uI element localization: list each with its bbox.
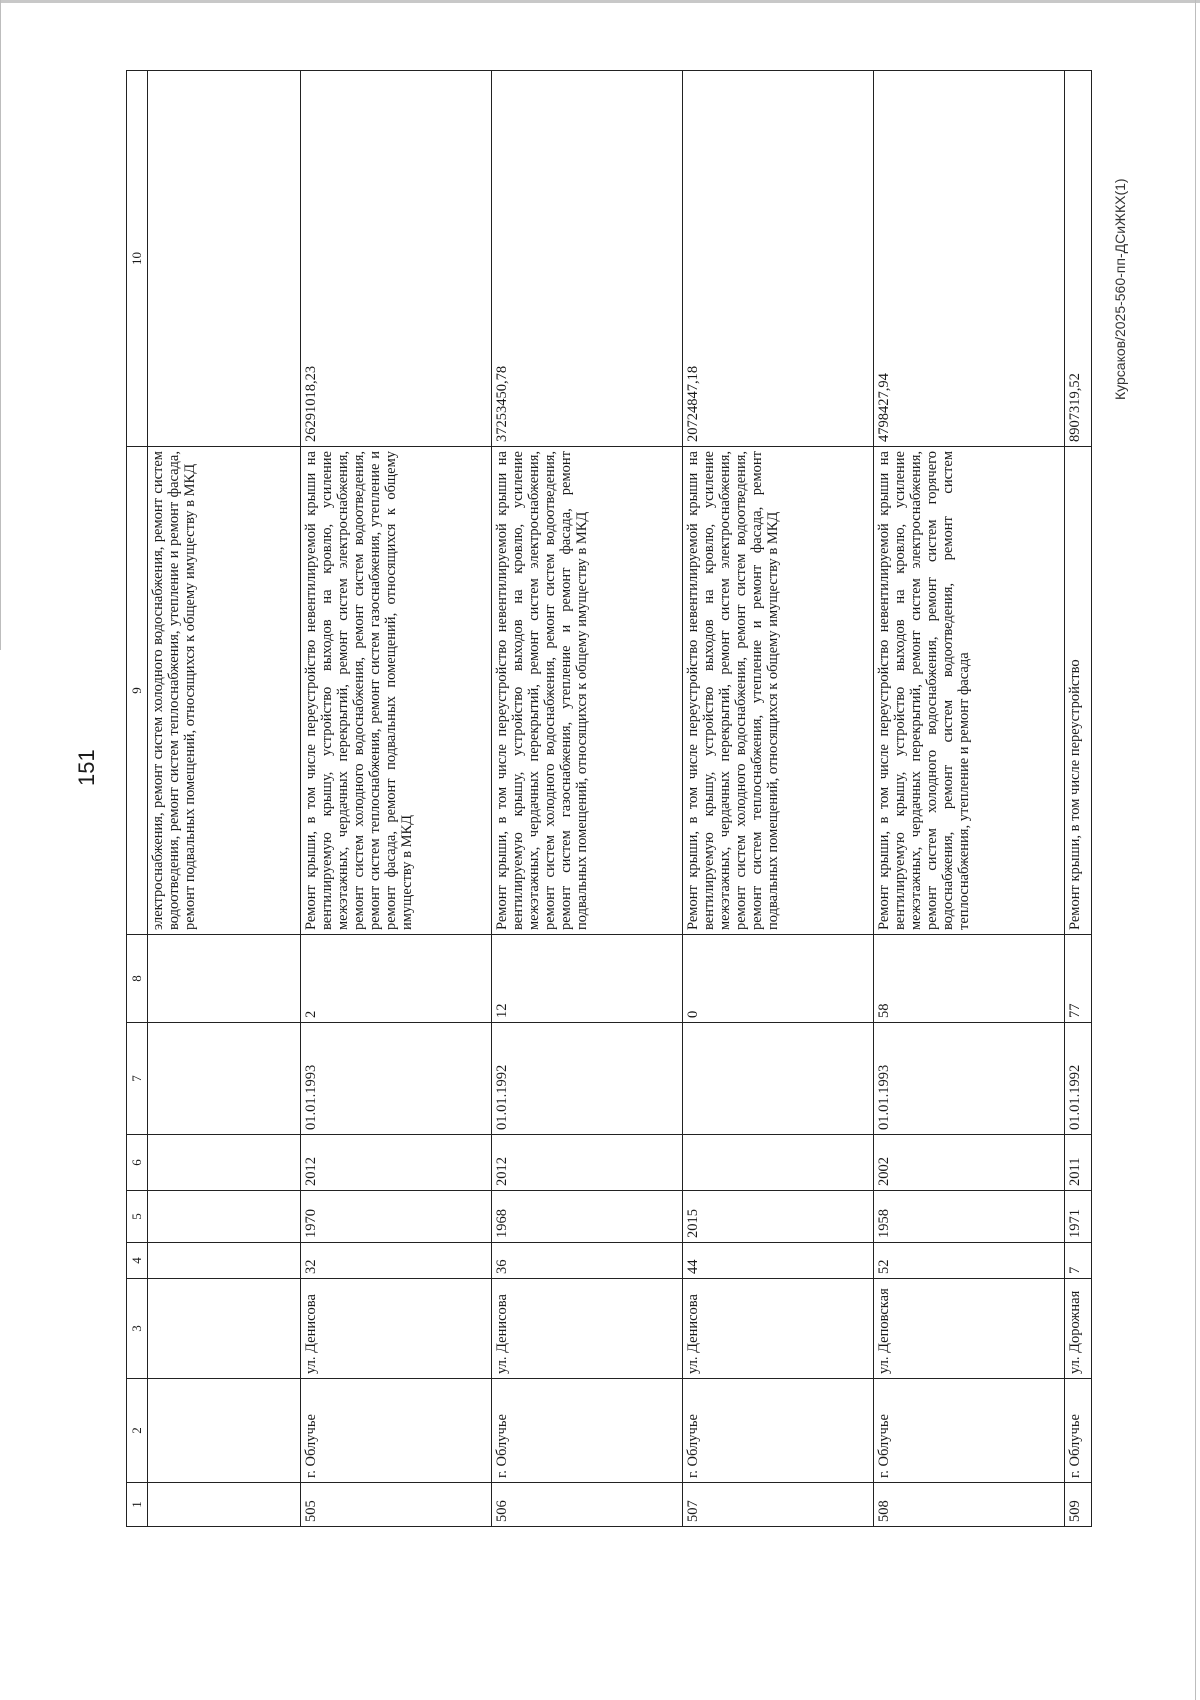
table-row	[683, 71, 874, 1527]
row-number: 505	[301, 1483, 492, 1527]
column-number: 9	[127, 447, 148, 935]
date-cell: 01.01.1993	[874, 1023, 1065, 1135]
works-cell: Ремонт крыши, в том числе переустройство невентилируемой крыши на вентилируемую крышу, устройство выходов на кровлю, усиление межэтажных, чердачных перекрытий, ремонт систем электроснабжения, ремонт систем холодного водоснабжения, ремонт систем горячего водоснабжения, ремонт систем водоотведения, ремонт систем теплоснабжения, утепление и ремонт фасада	[874, 447, 1065, 935]
cost-cell: 8907319,52	[1065, 71, 1092, 447]
column-number: 10	[127, 71, 148, 447]
count-cell: 58	[874, 935, 1065, 1023]
year-built-cell: 1971	[1065, 1191, 1092, 1243]
column-number: 3	[127, 1279, 148, 1379]
date-cell	[683, 1023, 874, 1135]
cost-cell: 4798427,94	[874, 71, 1065, 447]
house-cell: 32	[301, 1243, 492, 1279]
row-number: 509	[1065, 1483, 1092, 1527]
works-cell: Ремонт крыши, в том числе переустройство невентилируемой крыши на вентилируемую крышу, устройство выходов на кровлю, усиление межэтажных, чердачных перекрытий, ремонт систем электроснабжения, ремонт систем холодного водоснабжения, ремонт систем водоотведения, ремонт систем газоснабжения, утепление и ремонт фасада, ремонт подвальных помещений, относящихся к общему имуществу в МКД	[492, 447, 683, 935]
page-number: 151	[74, 749, 99, 786]
city-cell: г. Облучье	[874, 1379, 1065, 1483]
city-cell: г. Облучье	[1065, 1379, 1092, 1483]
count-cell: 77	[1065, 935, 1092, 1023]
count-cell: 12	[492, 935, 683, 1023]
column-number: 2	[127, 1379, 148, 1483]
continuation-row	[148, 71, 301, 1527]
works-cell: Ремонт крыши, в том числе переустройство	[1065, 447, 1092, 935]
date-cell: 01.01.1992	[492, 1023, 683, 1135]
year-built-cell: 1968	[492, 1191, 683, 1243]
document-reference: Курсаков/2025-560-пп-ДСиЖКХ(1)	[1112, 178, 1128, 400]
works-cell: Ремонт крыши, в том числе переустройство невентилируемой крыши на вентилируемую крышу, устройство выходов на кровлю, усиление межэтажных, чердачных перекрытий, ремонт систем электроснабжения, ремонт систем холодного водоснабжения, ремонт систем водоотведения, ремонт систем теплоснабжения, ремонт систем газоснабжения, утепление и ремонт фасада, ремонт подвальных помещений, относящихся к общему имуществу в МКД	[301, 447, 492, 935]
street-cell: ул. Денисова	[301, 1279, 492, 1379]
cost-cell: 20724847,18	[683, 71, 874, 447]
row-number: 506	[492, 1483, 683, 1527]
repair-program-table-frame	[126, 71, 1083, 1527]
house-cell: 36	[492, 1243, 683, 1279]
column-number: 7	[127, 1023, 148, 1135]
year-built-cell: 1970	[301, 1191, 492, 1243]
table-row	[301, 71, 492, 1527]
date-cell: 01.01.1993	[301, 1023, 492, 1135]
city-cell: г. Облучье	[683, 1379, 874, 1483]
row-number: 507	[683, 1483, 874, 1527]
year-built-cell: 2015	[683, 1191, 874, 1243]
year-repair-cell: 2012	[492, 1135, 683, 1191]
street-cell: ул. Деповская	[874, 1279, 1065, 1379]
column-number: 5	[127, 1191, 148, 1243]
house-cell: 7	[1065, 1243, 1092, 1279]
works-cell: Ремонт крыши, в том числе переустройство невентилируемой крыши на вентилируемую крышу, устройство выходов на кровлю, усиление межэтажных, чердачных перекрытий, ремонт систем электроснабжения, ремонт систем холодного водоснабжения, ремонт систем водоотведения, ремонт систем теплоснабжения, утепление и ремонт фасада, ремонт подвальных помещений, относящихся к общему имуществу в МКД	[683, 447, 874, 935]
column-number: 8	[127, 935, 148, 1023]
column-number: 1	[127, 1483, 148, 1527]
repair-program-table	[126, 70, 1092, 1527]
house-cell: 52	[874, 1243, 1065, 1279]
year-built-cell: 1958	[874, 1191, 1065, 1243]
table-row	[1065, 71, 1092, 1527]
scan-edge-right	[1195, 0, 1196, 1700]
cost-cell: 26291018,23	[301, 71, 492, 447]
city-cell: г. Облучье	[301, 1379, 492, 1483]
table-row	[492, 71, 683, 1527]
date-cell: 01.01.1992	[1065, 1023, 1092, 1135]
count-cell: 2	[301, 935, 492, 1023]
count-cell: 0	[683, 935, 874, 1023]
street-cell: ул. Денисова	[683, 1279, 874, 1379]
table-row	[874, 71, 1065, 1527]
street-cell: ул. Дорожная	[1065, 1279, 1092, 1379]
year-repair-cell: 2011	[1065, 1135, 1092, 1191]
street-cell: ул. Денисова	[492, 1279, 683, 1379]
works-continuation: электроснабжения, ремонт систем холодного водоснабжения, ремонт систем водоотведения, ремонт систем теплоснабжения, утепление и ремонт фасада, ремонт подвальных помещений, относящихся к общему имуществу в МКД	[148, 447, 301, 935]
scan-edge-top	[0, 0, 1200, 3]
year-repair-cell: 2002	[874, 1135, 1065, 1191]
column-number: 6	[127, 1135, 148, 1191]
column-number: 4	[127, 1243, 148, 1279]
cost-cell: 37253450,78	[492, 71, 683, 447]
year-repair-cell	[683, 1135, 874, 1191]
house-cell: 44	[683, 1243, 874, 1279]
city-cell: г. Облучье	[492, 1379, 683, 1483]
year-repair-cell: 2012	[301, 1135, 492, 1191]
row-number: 508	[874, 1483, 1065, 1527]
scan-edge-left	[0, 0, 1, 650]
column-number-row	[127, 71, 148, 1527]
